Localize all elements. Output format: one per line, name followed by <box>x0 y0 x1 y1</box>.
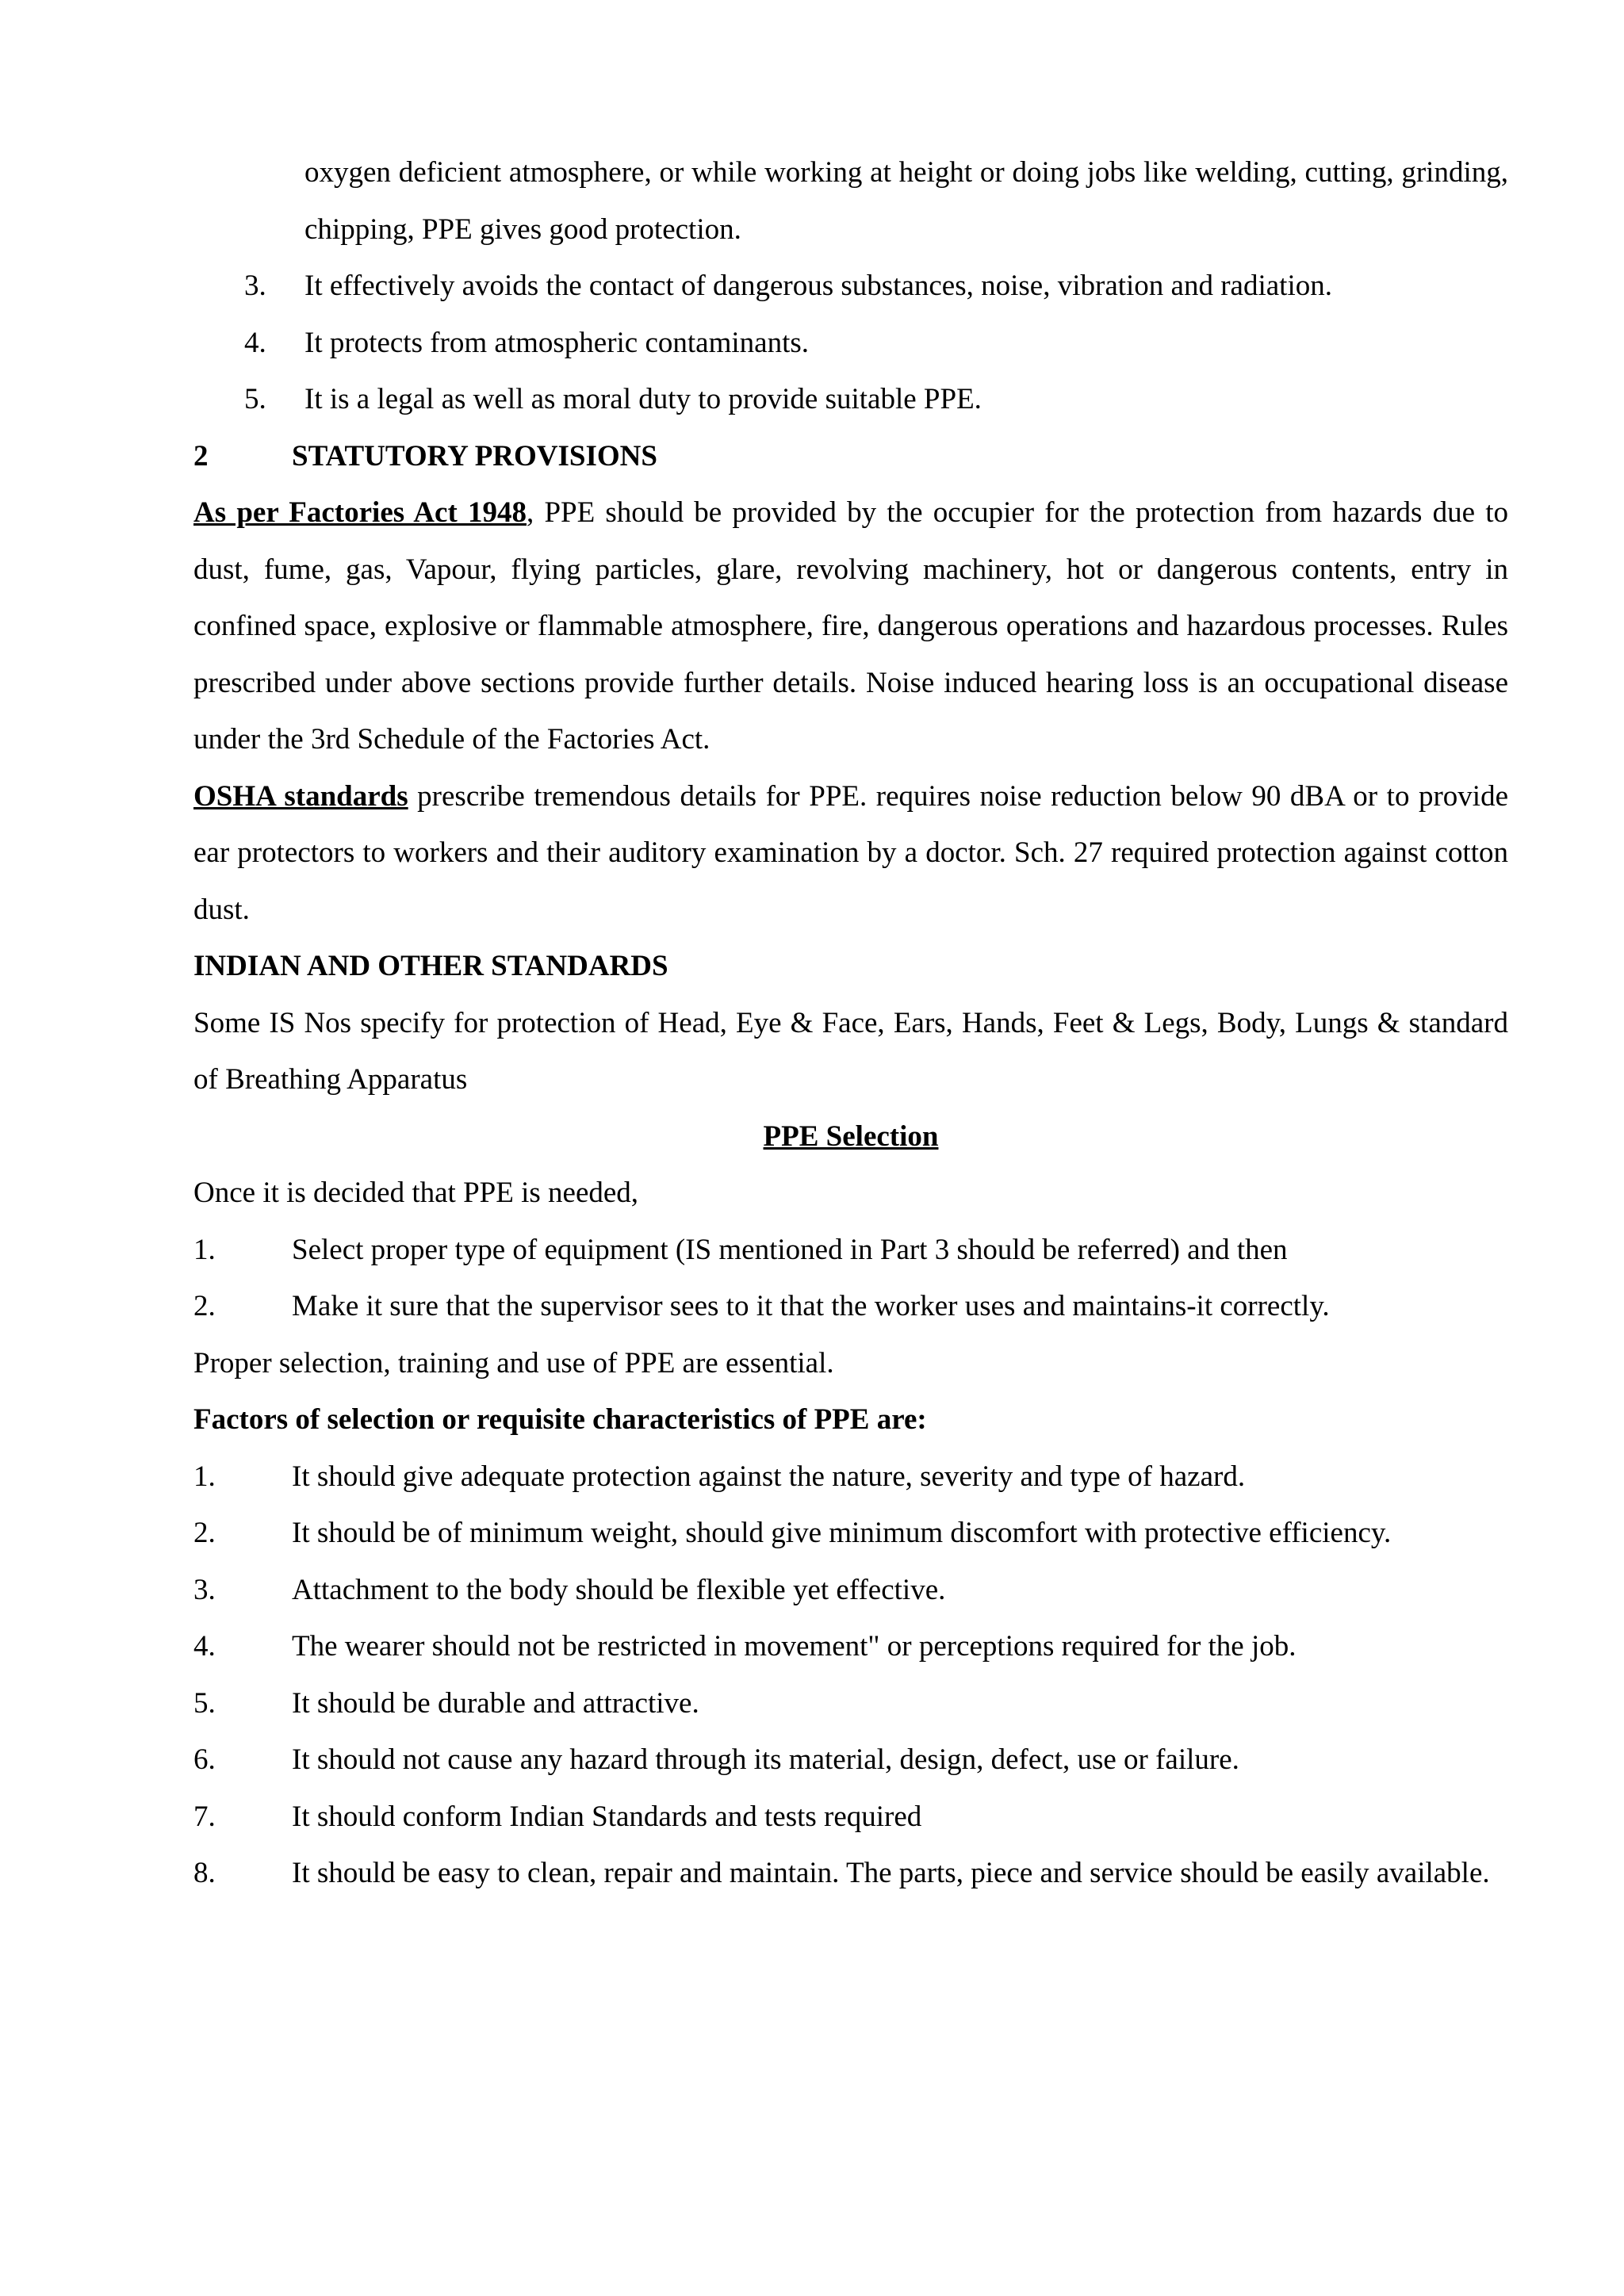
list-item-text: It should be easy to clean, repair and maintain. The parts, piece and service should be easily available. <box>292 1857 1490 1889</box>
ppe-selection-closing: Proper selection, training and use of PPE are essential. <box>193 1346 834 1380</box>
list-item-text: Attachment to the body should be flexible yet effective. <box>292 1573 946 1606</box>
list-item-text: The wearer should not be restricted in movement" or perceptions required for the job. <box>292 1630 1297 1663</box>
list-item-number: 4. <box>193 1630 216 1663</box>
list-item <box>193 1562 1508 1619</box>
factories-act-label: As per Factories Act 1948 <box>193 496 527 529</box>
benefits-list <box>193 258 1508 428</box>
indian-standards-text: Some IS Nos specify for protection of Head, Eye & Face, Ears, Hands, Feet & Legs, Body, Lungs & standard of Breathing Apparatus <box>193 1006 1508 1096</box>
list-item <box>193 1448 1508 1506</box>
osha-text: prescribe tremendous details for PPE. requires noise reduction below 90 dBA or to provide ear protectors to workers and their auditory examination by a doctor. Sch. 27 required protection against cotton dust. <box>193 779 1509 926</box>
list-item-number: 2. <box>193 1290 216 1322</box>
list-item-number: 5. <box>193 1686 216 1720</box>
list-item-number: 1. <box>193 1233 216 1266</box>
list-item-text: It is a legal as well as moral duty to provide suitable PPE. <box>304 383 982 415</box>
ppe-selection-heading-wrap <box>193 1108 1508 1165</box>
list-item-text: It effectively avoids the contact of dangerous substances, noise, vibration and radiation. <box>304 270 1332 302</box>
ppe-selection-intro: Once it is decided that PPE is needed, <box>193 1177 639 1209</box>
osha-label: OSHA standards <box>193 779 408 813</box>
list-item-number: 2. <box>193 1517 216 1549</box>
list-item <box>193 1618 1508 1675</box>
list-item <box>193 1789 1508 1846</box>
list-item-number: 5. <box>244 383 266 415</box>
list-item <box>193 371 1508 428</box>
list-item-text: Make it sure that the supervisor sees to it that the worker uses and maintains-it correctly. <box>292 1290 1330 1322</box>
list-item-number: 3. <box>244 270 266 302</box>
factors-heading: Factors of selection or requisite characteristics of PPE are: <box>193 1403 927 1436</box>
intro-continuation: oxygen deficient atmosphere, or while working at height or doing jobs like welding, cutting, grinding, chipping, PPE gives good protection. <box>304 156 1508 246</box>
list-item <box>193 1278 1508 1335</box>
list-item-text: It should not cause any hazard through its material, design, defect, use or failure. <box>292 1743 1239 1776</box>
osha-paragraph <box>193 768 1508 939</box>
list-item <box>193 1845 1508 1902</box>
list-item-number: 1. <box>193 1460 216 1493</box>
list-item-number: 3. <box>193 1573 216 1606</box>
section-number: 2 <box>193 439 209 473</box>
list-item-number: 7. <box>193 1800 216 1833</box>
list-item <box>193 258 1508 315</box>
list-item <box>193 1675 1508 1732</box>
list-item <box>193 315 1508 372</box>
page-body <box>193 144 1508 1902</box>
list-item-number: 6. <box>193 1743 216 1776</box>
factories-act-paragraph <box>193 484 1508 768</box>
list-item-text: It should conform Indian Standards and tests required <box>292 1800 922 1833</box>
list-item <box>193 1222 1508 1279</box>
ppe-selection-heading: PPE Selection <box>763 1119 939 1153</box>
list-item <box>193 1505 1508 1562</box>
list-item-text: It protects from atmospheric contaminants. <box>304 326 810 359</box>
indian-standards-heading: INDIAN AND OTHER STANDARDS <box>193 950 668 982</box>
list-item-text: It should be of minimum weight, should give minimum discomfort with protective efficiency. <box>292 1517 1392 1549</box>
list-item-number: 4. <box>244 326 266 359</box>
list-item-text: It should give adequate protection against the nature, severity and type of hazard. <box>292 1460 1246 1493</box>
section-title: STATUTORY PROVISIONS <box>292 439 657 473</box>
section-heading-statutory <box>193 428 1508 485</box>
list-item <box>193 1732 1508 1789</box>
list-item-number: 8. <box>193 1857 216 1889</box>
list-item-text: It should be durable and attractive. <box>292 1686 699 1720</box>
factories-act-text: , PPE should be provided by the occupier for the protection from hazards due to dust, fume, gas, Vapour, flying particles, glare, revolving machinery, hot or dangerous contents, entry in confined space, explosive or flammable atmosphere, fire, dangerous operations and hazardous processes. Rules prescribed under above sections provide further details. Noise induced hearing loss is an occupational disease under the 3rd Schedule of the Factories Act. <box>193 496 1508 756</box>
list-item-text: Select proper type of equipment (IS mentioned in Part 3 should be referred) and then <box>292 1233 1288 1266</box>
factors-list <box>193 1448 1508 1902</box>
ppe-selection-steps <box>193 1222 1508 1335</box>
